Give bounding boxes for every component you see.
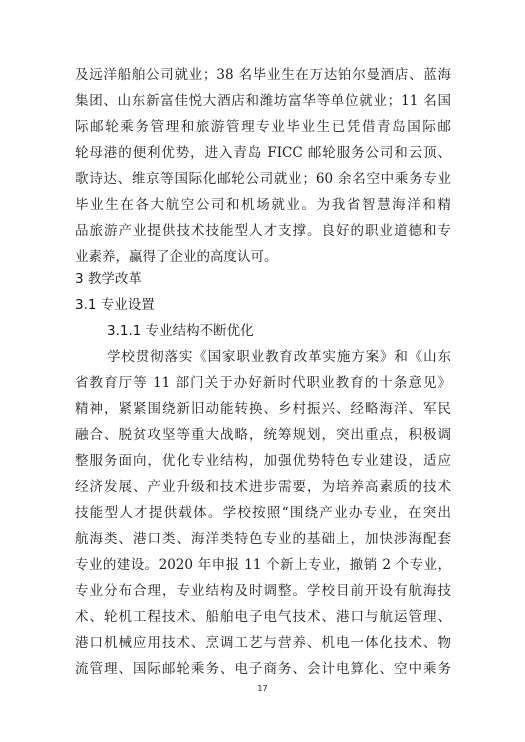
subsection-heading: 3.1 专业设置 — [75, 297, 155, 313]
text-line: 专业的建设。2020 年申报 11 个新上专业，撤销 2 个专业， — [75, 557, 451, 573]
text-line: 歌诗达、维京等国际化邮轮公司就业；60 余名空中乘务专业 — [75, 171, 451, 187]
text-line: 及远洋船舶公司就业；38 名毕业生在万达铂尔曼酒店、蓝海 — [75, 67, 451, 83]
section-heading: 3 教学改革 — [75, 271, 142, 287]
subsubsection-heading: 3.1.1 专业结构不断优化 — [107, 323, 254, 339]
text-line: 学校贯彻落实《国家职业教育改革实施方案》和《山东 — [107, 349, 451, 365]
text-line: 省教育厅等 11 部门关于办好新时代职业教育的十条意见》 — [75, 375, 451, 391]
page-number: 17 — [257, 684, 268, 693]
text-line: 业素养，赢得了企业的高度认可。 — [75, 249, 278, 265]
text-line: 毕业生在各大航空公司和机场就业。为我省智慧海洋和精 — [75, 197, 451, 213]
text-line: 港口机械应用技术、烹调工艺与营养、机电一体化技术、物 — [75, 635, 451, 651]
text-line: 集团、山东新富佳悦大酒店和潍坊富华等单位就业；11 名国 — [75, 93, 451, 109]
text-line: 经济发展、产业升级和技术进步需要，为培养高素质的技术 — [75, 479, 451, 495]
text-line: 融合、脱贫攻坚等重大战略，统筹规划，突出重点，积极调 — [75, 427, 451, 443]
text-line: 航海类、港口类、海洋类特色专业的基础上，加快涉海配套 — [75, 531, 451, 547]
text-line: 精神，紧紧围绕新旧动能转换、乡村振兴、经略海洋、军民 — [75, 401, 451, 417]
text-line: 整服务面向，优化专业结构，加强优势特色专业建设，适应 — [75, 453, 451, 469]
text-line: 术、轮机工程技术、船舶电子电气技术、港口与航运管理、 — [75, 609, 451, 625]
text-line: 轮母港的便利优势，进入青岛 FICC 邮轮服务公司和云顶、 — [75, 145, 451, 161]
text-line: 流管理、国际邮轮乘务、电子商务、会计电算化、空中乘务 — [75, 661, 451, 677]
text-line: 技能型人才提供载体。学校按照“围绕产业办专业，在突出 — [75, 505, 451, 521]
text-line: 专业分布合理，专业结构及时调整。学校目前开设有航海技 — [75, 583, 451, 599]
text-line: 品旅游产业提供技术技能型人才支撑。良好的职业道德和专 — [75, 223, 451, 239]
text-line: 际邮轮乘务管理和旅游管理专业毕业生已凭借青岛国际邮 — [75, 119, 451, 135]
